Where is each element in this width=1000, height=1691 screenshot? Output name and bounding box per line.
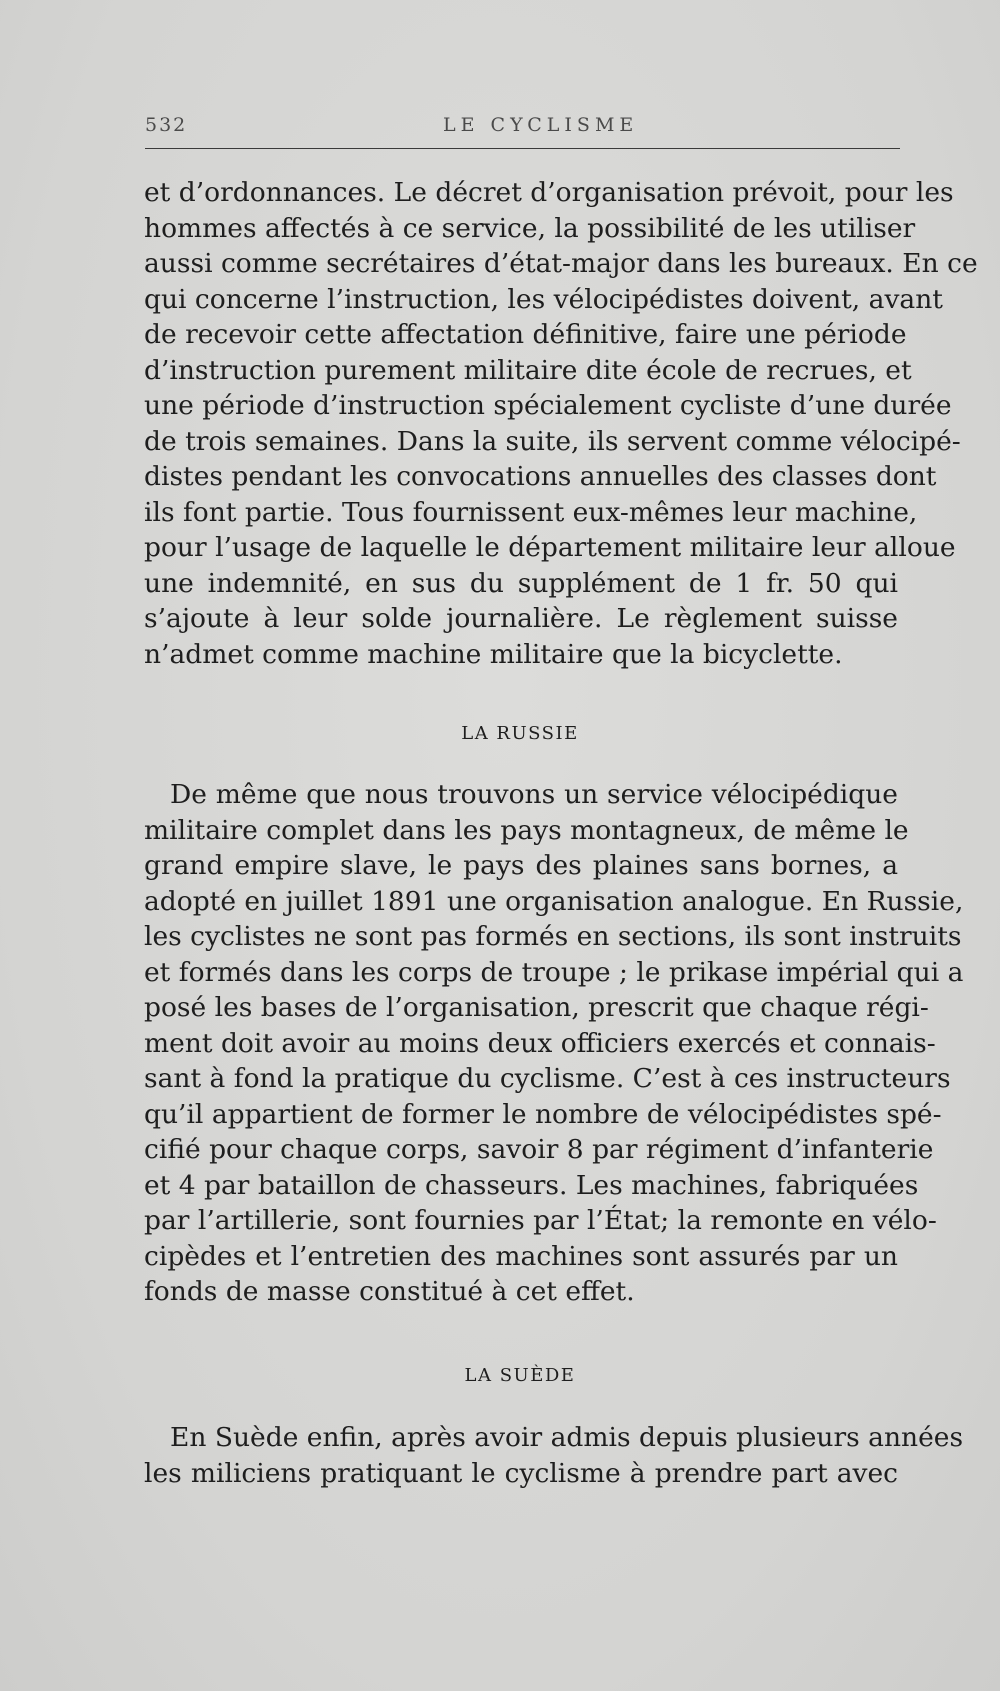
text-line: une indemnité, en sus du supplément de 1 fr. 50 qui <box>144 567 898 599</box>
text-line: s’ajoute à leur solde journalière. Le règlement suisse <box>144 603 898 634</box>
text-line: cipèdes et l’entretien des machines sont assurés par un <box>144 1240 898 1272</box>
text-line: qu’il appartient de former le nombre de vélocipédistes spé- <box>144 1098 942 1130</box>
text-line: distes pendant les convocations annuelles des classes dont <box>144 461 937 492</box>
text-line: En Suède enfin, après avoir admis depuis plusieurs années <box>170 1422 964 1453</box>
text-line: de trois semaines. Dans la suite, ils servent comme vélocipé- <box>144 425 961 457</box>
paragraph-swiss-regulation <box>144 175 978 672</box>
text-line: par l’artillerie, sont fournies par l’État; la remonte en vélo- <box>144 1205 937 1236</box>
text-line: adopté en juillet 1891 une organisation analogue. En Russie, <box>144 885 964 917</box>
text-line: une période d’instruction spécialement cycliste d’une durée <box>144 390 952 421</box>
running-head <box>145 108 900 149</box>
running-title: LE CYCLISME <box>443 114 639 136</box>
text-line: et 4 par bataillon de chasseurs. Les machines, fabriquées <box>144 1169 919 1201</box>
text-line: ils font partie. Tous fournissent eux-mêmes leur machine, <box>144 496 918 528</box>
text-line: les cyclistes ne sont pas formés en sections, ils sont instruits <box>144 921 962 952</box>
paragraph-russia <box>144 777 964 1310</box>
text-line: pour l’usage de laquelle le département militaire leur alloue <box>144 532 956 563</box>
text-line: fonds de masse constitué à cet effet. <box>144 1276 635 1307</box>
text-line: sant à fond la pratique du cyclisme. C’est à ces instructeurs <box>144 1063 951 1094</box>
text-line: les miliciens pratiquant le cyclisme à prendre part avec <box>144 1457 898 1489</box>
text-line: n’admet comme machine militaire que la bicyclette. <box>144 638 843 670</box>
text-line: grand empire slave, le pays des plaines sans bornes, a <box>144 850 898 881</box>
section-heading-suede: LA SUÈDE <box>464 1365 576 1386</box>
text-line: De même que nous trouvons un service vélocipédique <box>170 779 898 810</box>
text-line: aussi comme secrétaires d’état-major dans les bureaux. En ce <box>144 248 978 279</box>
text-line: et d’ordonnances. Le décret d’organisation prévoit, pour les <box>144 177 954 208</box>
paragraph-sweden <box>144 1420 964 1491</box>
section-heading-russie: LA RUSSIE <box>461 723 579 744</box>
text-line: militaire complet dans les pays montagneux, de même le <box>144 814 909 846</box>
page-number: 532 <box>145 114 188 136</box>
text-line: posé les bases de l’organisation, prescrit que chaque régi- <box>144 992 929 1023</box>
text-line: et formés dans les corps de troupe ; le prikase impérial qui a <box>144 956 964 988</box>
text-line: qui concerne l’instruction, les vélocipédistes doivent, avant <box>144 283 943 315</box>
text-line: d’instruction purement militaire dite école de recrues, et <box>144 354 912 386</box>
text-line: ment doit avoir au moins deux officiers exercés et connais- <box>144 1027 936 1059</box>
text-line: de recevoir cette affectation définitive, faire une période <box>144 319 907 350</box>
text-line: hommes affectés à ce service, la possibilité de les utiliser <box>144 212 916 244</box>
text-line: cifié pour chaque corps, savoir 8 par régiment d’infanterie <box>144 1134 934 1165</box>
